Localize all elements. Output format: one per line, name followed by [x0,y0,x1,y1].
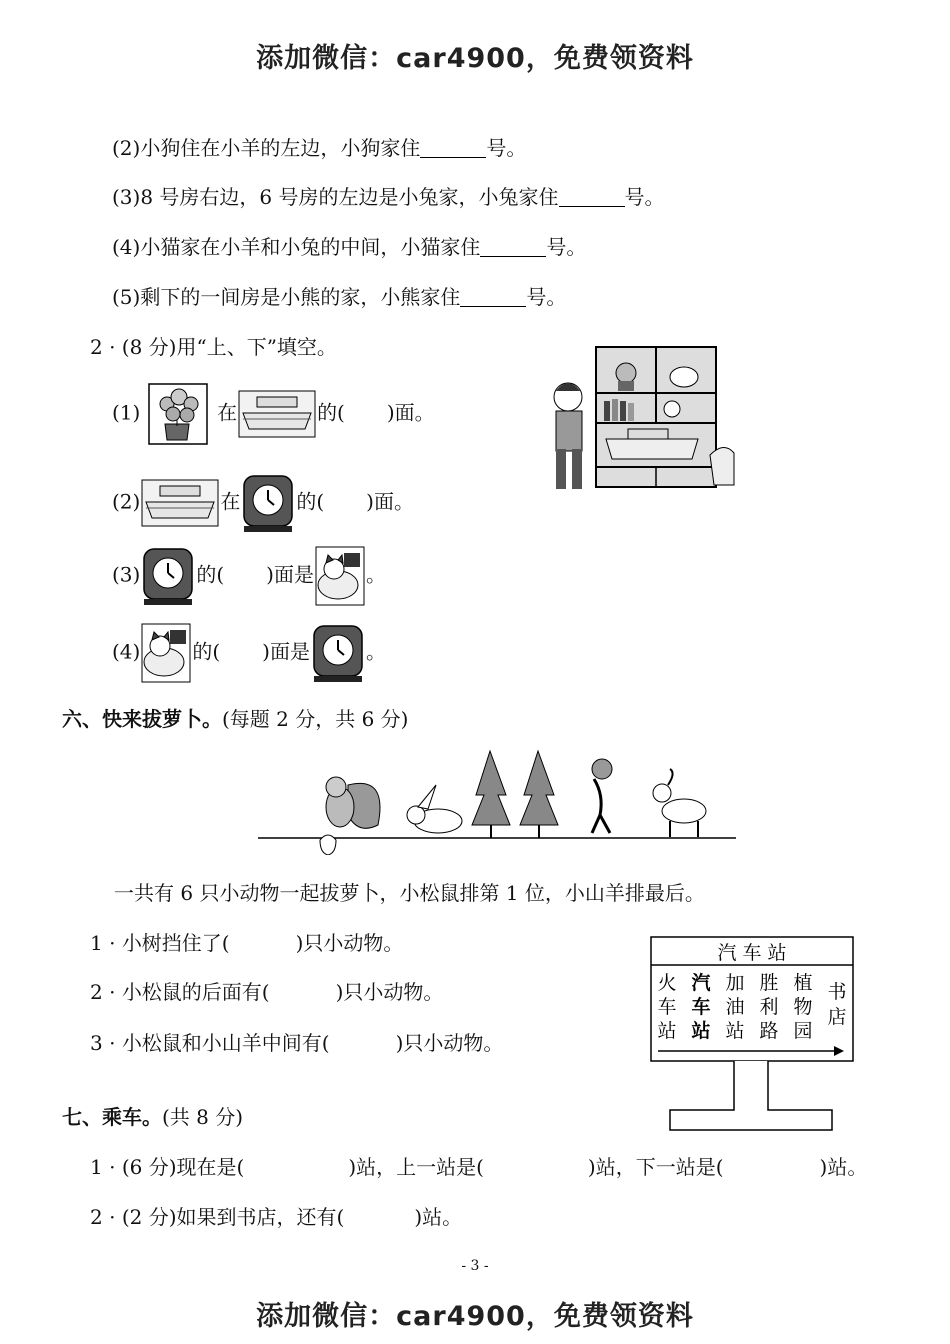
station-2-char-1: 汽 [691,972,711,994]
section6-intro: 一共有 6 只小动物一起拔萝卜，小松鼠排第 1 位，小山羊排最后。 [114,881,705,905]
section7-q1-part-d: )站。 [819,1155,868,1179]
answer-blank[interactable] [420,137,486,158]
section7-q2 [90,1201,462,1230]
station-6-char-2: 店 [827,1006,847,1028]
banner-bottom: 添加微信：car4900，免费领资料 [256,1301,694,1332]
fox-figure [592,759,612,833]
section7-q1-part-c: )站，下一站是( [587,1155,724,1179]
q1-item-3-suffix: 号。 [624,185,665,209]
q2-item-3-num: (3) [112,562,141,587]
section7-q1-part-a: (6 分)现在是( [121,1155,245,1179]
section6-q2-text: 小松鼠的后面有( [121,980,270,1004]
q2-item-1-mid: 在 [217,400,238,425]
q2-item-1-close: )面。 [386,400,435,425]
q1-item-2-suffix: 号。 [486,136,527,160]
clock-picture [240,472,296,534]
flowerpot-picture [147,382,211,446]
station-2-char-3: 站 [691,1020,711,1042]
q2-item-2-close: )面。 [366,489,414,514]
section6-title: 六、快来拔萝卜。 [62,707,222,731]
station-5-char-3: 园 [793,1020,813,1042]
q2-item-4-mid: 的( [192,639,221,664]
page-number: - 3 - [461,1258,489,1274]
section6-q1 [90,927,403,956]
q1-item-4 [112,231,586,260]
station-1-char-3: 站 [657,1020,677,1042]
section6-q3 [90,1027,503,1056]
q2-item-4-close: )面是 [262,639,310,664]
answer-blank[interactable] [460,286,526,307]
answer-blank[interactable] [559,186,625,207]
q2-item-3 [112,545,386,607]
q2-item-4-num: (4) [112,639,141,664]
q1-item-4-suffix: 号。 [546,235,587,259]
q1-item-4-text: (4)小猫家在小羊和小兔的中间，小猫家住 [112,235,481,259]
q2-item-3-close: )面是 [266,562,314,587]
q1-item-2-text: (2)小狗住在小羊的左边，小狗家住 [112,136,421,160]
section7-heading [62,1101,243,1130]
section7-q2-num: 2 · [90,1205,116,1229]
cat-picture [140,622,192,684]
cat-picture [314,545,366,607]
q2-title: 2 · (8 分)用“上、下”填空。 [90,335,337,359]
q1-item-2 [112,132,526,161]
q2-item-1-end: 的( [317,400,345,425]
section7-q1-num: 1 · [90,1155,116,1179]
q1-item-5 [112,281,566,310]
q1-item-3-text: (3)8 号房右边，6 号房的左边是小兔家，小兔家住 [112,185,559,209]
station-4-char-3: 路 [759,1020,779,1042]
clock-picture [310,622,366,684]
station-2-char-2: 车 [691,996,711,1018]
q1-item-5-suffix: 号。 [526,285,567,309]
q2-item-2 [112,472,414,534]
section6-q1-num: 1 · [90,931,116,955]
q2-item-3-end: 。 [365,562,386,587]
q1-item-3 [112,181,665,210]
answer-blank[interactable] [480,236,546,257]
q2-item-1-num: (1) [112,400,141,425]
section6-q3-num: 3 · [90,1031,116,1055]
rabbit-figure [407,785,462,833]
section6-q1-suffix: )只小动物。 [295,931,404,955]
q2-item-3-mid: 的( [196,562,225,587]
section7-score: (共 8 分) [162,1105,244,1129]
section7-q2-part-a: (2 分)如果到书店，还有( [121,1205,345,1229]
q2-item-4 [112,622,386,684]
station-4-char-2: 利 [759,996,779,1018]
section6-q2-num: 2 · [90,980,116,1004]
station-4-char-1: 胜 [759,972,779,994]
q2-item-4-end: 。 [365,639,386,664]
station-3-char-2: 油 [725,996,745,1018]
q2-item-2-num: (2) [112,489,141,514]
sign-post [670,1061,832,1130]
section7-title: 七、乘车。 [62,1105,162,1129]
section6-q3-text: 小松鼠和小山羊中间有( [121,1031,330,1055]
station-5-char-1: 植 [793,972,813,994]
bus-stop-sign [648,934,858,1136]
station-1-char-1: 火 [657,972,677,994]
station-1-char-2: 车 [657,996,677,1018]
boat-model-picture [237,389,317,439]
banner-top: 添加微信：car4900，免费领资料 [256,43,694,74]
boat-model-picture [140,478,220,528]
squirrel-figure [326,777,380,828]
section6-q1-text: 小树挡住了( [121,931,230,955]
section7-q2-part-b: )站。 [414,1205,463,1229]
section6-q2 [90,976,443,1005]
station-5-char-2: 物 [793,996,813,1018]
station-6-char-1: 书 [827,981,847,1003]
section6-heading [62,703,408,732]
station-3-char-3: 站 [725,1020,745,1042]
q2-item-2-mid: 在 [220,489,241,514]
q2-item-1 [112,382,435,452]
section6-q2-suffix: )只小动物。 [335,980,444,1004]
goat-figure [653,769,706,837]
section7-q1 [90,1151,867,1180]
animals-pulling-radish-illustration [258,745,738,855]
q1-item-5-text: (5)剩下的一间房是小熊的家，小熊家住 [112,285,461,309]
section6-score: (每题 2 分，共 6 分) [222,707,409,731]
clock-picture [140,545,196,607]
bus-sign-title: 汽 车 站 [717,942,787,964]
q2-item-2-end: 的( [296,489,325,514]
tree-1 [472,751,510,838]
bookshelf-illustration [548,345,743,500]
station-3-char-1: 加 [725,972,745,994]
section6-q3-suffix: )只小动物。 [395,1031,504,1055]
section7-q1-part-b: )站，上一站是( [348,1155,484,1179]
tree-2 [520,751,558,838]
